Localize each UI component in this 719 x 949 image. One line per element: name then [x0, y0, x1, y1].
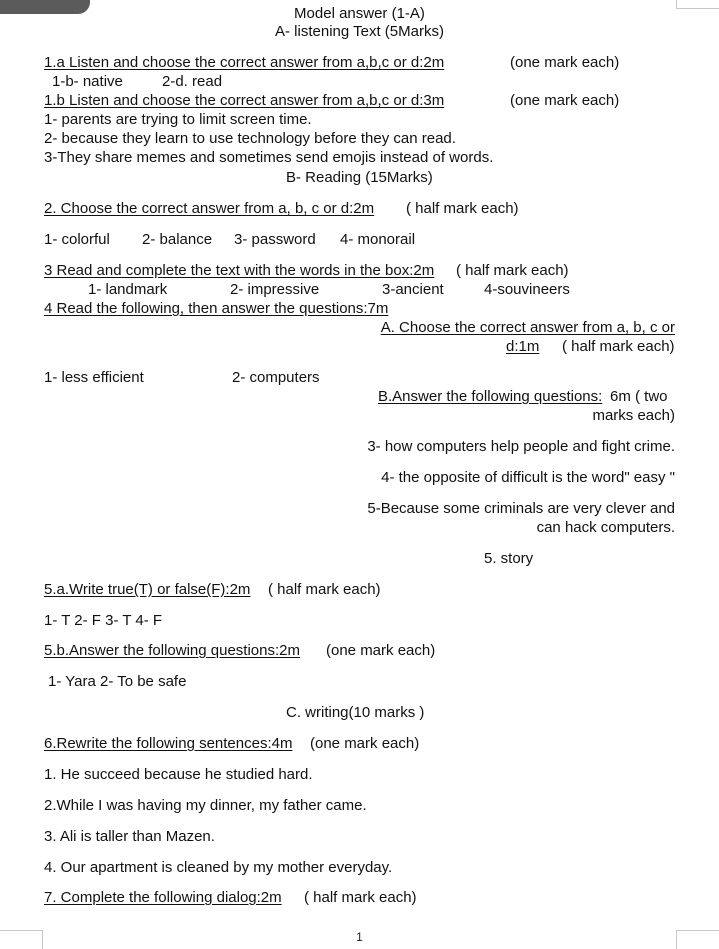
- question-4a-marks: ( half mark each): [562, 338, 675, 355]
- question-4a-title-line-2: d:1m: [506, 338, 540, 355]
- question-2-answer-4: 4- monorail: [340, 231, 416, 248]
- question-4b-answer-5b: 5. story: [484, 550, 534, 567]
- question-6-title: 6.Rewrite the following sentences:4m: [44, 735, 293, 752]
- question-4b-answer-4: 4- the opposite of difficult is the word" easy ": [381, 469, 675, 486]
- question-2-title: 2. Choose the correct answer from a, b, c or d:2m: [44, 200, 375, 217]
- page-number: 1: [356, 930, 363, 944]
- question-6-answer-4: 4. Our apartment is cleaned by my mother everyday.: [44, 859, 393, 876]
- question-2-marks: ( half mark each): [406, 200, 519, 217]
- question-4b-answer-3: 3- how computers help people and fight crime.: [367, 438, 675, 455]
- question-6-answer-3: 3. Ali is taller than Mazen.: [44, 828, 215, 845]
- question-3-answer-1: 1- landmark: [88, 281, 168, 298]
- question-4b-answer-5-line-2: can hack computers.: [536, 519, 675, 536]
- section-b-heading: B- Reading (15Marks): [286, 169, 433, 186]
- question-5a-marks: ( half mark each): [268, 581, 381, 598]
- question-4-title: 4 Read the following, then answer the questions:7m: [44, 300, 389, 317]
- question-6-answer-2: 2.While I was having my dinner, my father came.: [44, 797, 367, 814]
- question-4a-title-line-1: A. Choose the correct answer from a, b, c or: [380, 319, 675, 336]
- question-3-answer-3: 3-ancient: [382, 281, 444, 298]
- question-1b-answer-2: 2- because they learn to use technology before they can read.: [44, 130, 456, 147]
- question-4b-title: B.Answer the following questions:: [378, 388, 603, 405]
- question-4a-answer-2: 2- computers: [232, 369, 320, 386]
- question-7-marks: ( half mark each): [304, 889, 417, 906]
- question-4b-marks-line-2: marks each): [592, 407, 675, 424]
- question-4b-answer-5-line-1: 5-Because some criminals are very clever and: [367, 500, 675, 517]
- question-4a-answer-1: 1- less efficient: [44, 369, 144, 386]
- question-1b-marks: (one mark each): [510, 92, 620, 109]
- document-title: Model answer (1-A): [294, 5, 425, 22]
- question-1b-title: 1.b Listen and choose the correct answer from a,b,c or d:3m: [44, 92, 445, 109]
- question-1a-marks: (one mark each): [510, 54, 620, 71]
- question-2-answer-3: 3- password: [234, 231, 316, 248]
- question-3-marks: ( half mark each): [456, 262, 569, 279]
- section-a-heading: A- listening Text (5Marks): [275, 23, 444, 40]
- question-6-answer-1: 1. He succeed because he studied hard.: [44, 766, 313, 783]
- question-1a-answer-1: 1-b- native: [52, 73, 123, 90]
- question-5a-title: 5.a.Write true(T) or false(F):2m: [44, 581, 251, 598]
- question-2-answer-1: 1- colorful: [44, 231, 110, 248]
- question-5b-title: 5.b.Answer the following questions:2m: [44, 642, 300, 659]
- question-1b-answer-1: 1- parents are trying to limit screen time.: [44, 111, 312, 128]
- question-6-marks: (one mark each): [310, 735, 420, 752]
- question-5b-answers: 1- Yara 2- To be safe: [48, 673, 187, 690]
- question-4b-marks-line-1: 6m ( two: [610, 388, 668, 405]
- question-5a-answers: 1- T 2- F 3- T 4- F: [44, 612, 163, 629]
- question-2-answer-2: 2- balance: [142, 231, 213, 248]
- section-c-heading: C. writing(10 marks ): [286, 704, 425, 721]
- question-1a-answer-2: 2-d. read: [162, 73, 223, 90]
- question-5b-marks: (one mark each): [326, 642, 436, 659]
- question-1a-title: 1.a Listen and choose the correct answer from a,b,c or d:2m: [44, 54, 445, 71]
- question-3-answer-2: 2- impressive: [230, 281, 320, 298]
- question-1b-answer-3: 3-They share memes and sometimes send emojis instead of words.: [44, 149, 494, 166]
- question-3-answer-4: 4-souvineers: [484, 281, 570, 298]
- question-7-title: 7. Complete the following dialog:2m: [44, 889, 282, 906]
- question-3-title: 3 Read and complete the text with the words in the box:2m: [44, 262, 435, 279]
